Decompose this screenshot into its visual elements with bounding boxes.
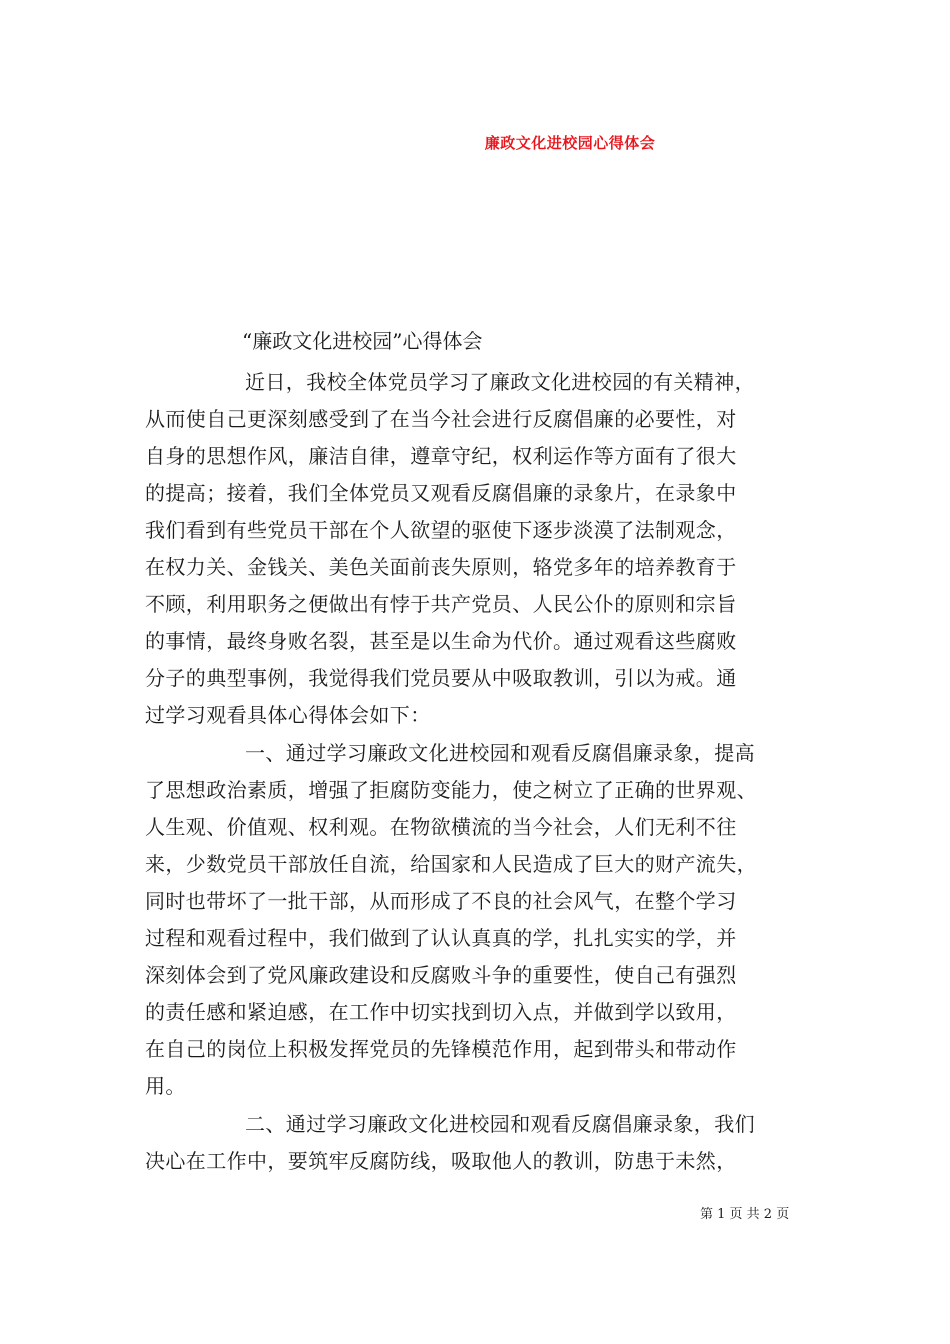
body-line: 二、通过学习廉政文化进校园和观看反腐倡廉录象，我们 <box>245 1112 755 1136</box>
body-line: 我们看到有些党员干部在个人欲望的驱使下逐步淡漠了法制观念， <box>145 518 737 542</box>
body-line: 的事情，最终身败名裂，甚至是以生命为代价。通过观看这些腐败 <box>145 629 737 653</box>
body-line: 同时也带坏了一批干部，从而形成了不良的社会风气，在整个学习 <box>145 889 737 913</box>
body-line: 在权力关、金钱关、美色关面前丧失原则，辂党多年的培养教育于 <box>145 555 737 579</box>
body-line: 决心在工作中，要筑牢反腐防线，吸取他人的教训，防患于未然， <box>145 1149 737 1173</box>
body-line: 从而使自己更深刻感受到了在当今社会进行反腐倡廉的必要性，对 <box>145 407 737 431</box>
body-line: 的提高；接着，我们全体党员又观看反腐倡廉的录象片，在录象中 <box>145 481 737 505</box>
body-line: 分子的典型事例，我觉得我们党员要从中吸取教训，引以为戒。通 <box>145 666 737 690</box>
body-line: 不顾，利用职务之便做出有悖于共产党员、人民公仆的原则和宗旨 <box>145 592 737 616</box>
body-line: 的责任感和紧迫感，在工作中切实找到切入点，并做到学以致用， <box>145 1000 737 1024</box>
document-title: 廉政文化进校园心得体会 <box>484 134 656 152</box>
body-line: 一、通过学习廉政文化进校园和观看反腐倡廉录象，提高 <box>245 741 755 765</box>
body-line: 人生观、价值观、权利观。在物欲横流的当今社会，人们无利不往 <box>145 815 737 839</box>
body-line: 用。 <box>145 1074 186 1098</box>
page-number-footer: 第 1 页 共 2 页 <box>700 1207 790 1222</box>
document-subtitle: “廉政文化进校园”心得体会 <box>242 329 483 353</box>
body-line: 自身的思想作风，廉洁自律，遵章守纪，权利运作等方面有了很大 <box>145 444 737 468</box>
body-line: 在自己的岗位上积极发挥党员的先锋模范作用，起到带头和带动作 <box>145 1037 737 1061</box>
body-line: 近日，我校全体党员学习了廉政文化进校园的有关精神， <box>245 370 755 394</box>
body-line: 了思想政治素质，增强了拒腐防变能力，使之树立了正确的世界观、 <box>145 778 757 802</box>
body-line: 深刻体会到了党风廉政建设和反腐败斗争的重要性，使自己有强烈 <box>145 963 737 987</box>
body-line: 过学习观看具体心得体会如下： <box>145 703 431 727</box>
body-line: 过程和观看过程中，我们做到了认认真真的学，扎扎实实的学，并 <box>145 926 737 950</box>
body-line: 来，少数党员干部放任自流，给国家和人民造成了巨大的财产流失， <box>145 852 757 876</box>
